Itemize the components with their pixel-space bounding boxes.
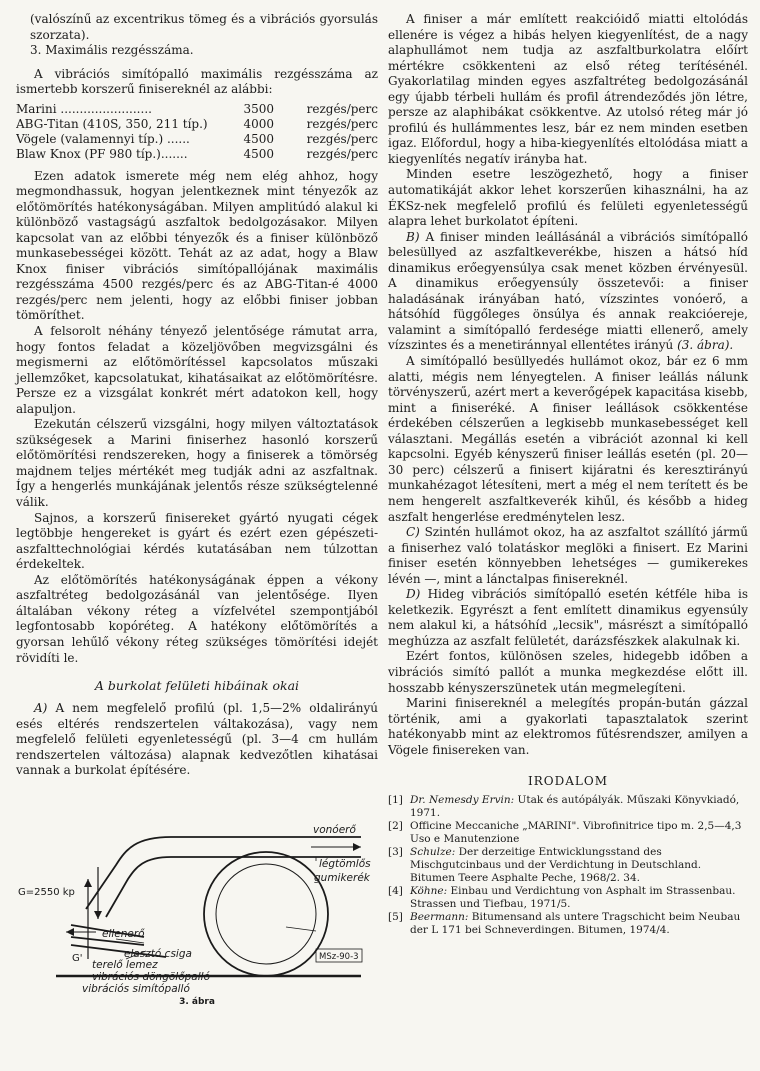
table-row: [16, 147, 378, 162]
table-row: [16, 132, 378, 147]
label-simito: vibrációs simítópalló: [82, 982, 190, 995]
list-item-3: 3. Maximális rezgésszáma.: [30, 43, 194, 58]
row-label: Marini ........................: [16, 101, 152, 116]
paragraph-4: Sajnos, a korszerű finisereket gyártó nyugati cégek legtöbbje hengereket is gyárt és ezért ezen gépészeti-aszfalttechnológiai kérdés kutatásában nem túlzottan érdekeltek.: [16, 510, 378, 572]
row-unit: rezgés/perc: [306, 147, 378, 162]
paragraph-r2: Minden esetre leszögezhető, hogy a finiser automatikáját akkor lehet korszerűen kihasználni, ha az ÉKSz-nek megfelelő profilú és felületi egyenletességű alapra lehet burkolatot építeni.: [388, 167, 748, 229]
paragraph-r3: A simítópalló besüllyedés hullámot okoz, bár ez 6 mm alatti, mégis nem lényegtelen. A finiser leállás nálunk törvényszerű, azért mert a keverőgépek kapacitása kisebb, mint a finiseréké. A finiser leállások csökkentése érdekében célszerűen a legkisebb munkasebességet kell választani. Megállás esetén a vibrációt azonnal ki kell kapcsolni. Egyéb kényszerű finiser leállás esetén (pl. 20—30 perc) célszerű a finisert kijáratni és keresztirányú munkahézagot létesíteni, mert a még el nem terített és be nem hengerelt aszfaltkeverék kihűl, és később a hideg aszfalt hengerlése eredménytelen lesz.: [388, 354, 748, 524]
paragraph-2: A felsorolt néhány tényező jelentősége rámutat arra, hogy fontos feladat a közeljövőben megvizsgálni és megismerni az előtömörítéssel kapcsolatos műszaki jellemzőket, kapcsolatukat, kihatásaikat az előtömörítésre. Persze ez a vizsgálat konkrét mért adatokon kell, hogy alapuljon.: [16, 324, 378, 416]
row-unit: rezgés/perc: [306, 132, 378, 147]
figure-reference: (3. ábra).: [677, 338, 734, 353]
section-title: A burkolat felületi hibáinak okai: [94, 678, 300, 694]
row-value: 4500: [243, 147, 274, 162]
wheel-outline: [204, 852, 328, 976]
paragraph-c: [388, 525, 748, 587]
reference-item: [5] Beermann: Bitumensand als untere Tragschicht beim Neubau der L 171 bei Schneverdingen. Bitumen, 1974/4.: [388, 911, 741, 937]
paragraph-1: Ezen adatok ismerete még nem elég ahhoz, hogy megmondhassuk, hogyan jelentkeznek mint tényezők az előtömörítés hatékonyságában. Milyen amplitúdó alakul ki különböző vastagságú aszfaltok bedolgozásakor. Milyen kapcsolat van az előbbi tényezők és a finiser különböző munkasebességei között. Tehát az az adat, hogy a Blaw Knox finiser vibrációs simítópallójának maximális rezgésszáma 4500 rezgés/perc és az ABG-Titan-é 4000 rezgés/perc nem jelenti, hogy az előbbi finiser jobban tömöríthet.: [16, 168, 378, 323]
label-gprime: G': [72, 952, 83, 964]
row-value: 4500: [243, 132, 274, 147]
label-a: A): [34, 701, 48, 716]
row-label: ABG-Titan (410S, 350, 211 típ.): [16, 116, 208, 131]
label-msz: MSz-90-3: [319, 951, 359, 962]
paragraph-max-frequency: A vibrációs simítópalló maximális rezgésszáma az ismertebb korszerű finisereknél az alábbi:: [16, 66, 378, 97]
left-column: [16, 12, 378, 1007]
arrow-head: [94, 911, 102, 919]
arrow-head: [353, 843, 361, 851]
right-column: [388, 12, 748, 937]
reference-item: [3] Schulze: Der derzeitige Entwicklungsstand des Mischgutcinbaus und der Verdichtung in Deutschland. Bitumen Teere Asphalte Peche, 1968/2. 34.: [388, 846, 702, 885]
label-c: C): [406, 525, 420, 540]
paragraph-d-text: Hideg vibrációs simítópalló esetén kétféle hiba is keletkezik. Egyrészt a fent említett dinamikus egyensúly nem alakul ki, a hátsóhíd „lecsik", másrészt a simítópalló meghúzza az aszfalt felületét, darázsfészkek alakulnak ki.: [388, 587, 748, 648]
table-row: [16, 117, 378, 132]
label-d: D): [406, 587, 421, 602]
figure-caption: 3. ábra: [179, 996, 215, 1007]
table-row: [16, 102, 378, 117]
paragraph-a-text: A nem megfelelő profilú (pl. 1,5—2% oldalirányú esés eltérés rendszertelen váltakozása), vagy nem megfelelő felületi egyenletességű (pl. 3—4 cm hullám rendszertelen változása) alapnak kedvezőtlen kihatásai vannak a burkolat építésére.: [16, 701, 378, 778]
row-label: Vögele (valamennyi típ.) ......: [16, 132, 190, 147]
paragraph-r5: Marini finisereknél a melegítés propán-bután gázzal történik, ami a gyakorlati tapasztalatok szerint hatékonyabb mint az elektromos fűtésrendszer, amilyen a Vögele finisereken van.: [388, 696, 748, 757]
paragraph-b: [388, 230, 748, 354]
reference-item: [2] Officine Meccaniche „MARINI". Vibrofinitrice tipo m. 2,5—4,3 Uso e Manutenzione: [388, 820, 742, 846]
leader-line: [286, 927, 316, 931]
paragraph-a: [16, 701, 378, 779]
row-value: 4000: [243, 116, 274, 131]
paragraph-d: [388, 587, 748, 649]
row-unit: rezgés/perc: [306, 101, 378, 116]
row-label: Blaw Knox (PF 980 típ.).......: [16, 147, 188, 162]
references-title: IRODALOM: [528, 774, 608, 789]
reference-item: [4] Köhne: Einbau und Verdichtung von Asphalt im Strassenbau. Strassen und Tiefbau, 1971/5.: [388, 885, 736, 911]
frame-curve: [86, 837, 171, 909]
label-gumikerek: gumikerék: [314, 871, 370, 884]
row-unit: rezgés/perc: [306, 116, 378, 131]
label-elaszto: elasztó csiga: [124, 947, 192, 960]
row-value: 3500: [243, 101, 274, 116]
arrow-head: [84, 879, 92, 887]
paragraph-3: Ezekután célszerű vizsgálni, hogy milyen változtatások szükségesek a Marini finiserhez hasonló korszerű előtömörítési rendszereken, hogy a finiserek a tömörség majdnem teljes mértékét meg tudják adni az aszfaltnak. Így a hengerlés munkájának jelentős része szükségtelenné válik.: [16, 417, 378, 510]
finisher-diagram: [16, 809, 378, 997]
label-terelo: terelő lemez: [92, 958, 158, 971]
label-b: B): [406, 229, 420, 244]
paragraph-5: Az előtömörítés hatékonyságának éppen a vékony aszfaltréteg bedolgozásánál van jelentősége. Ilyen általában vékony réteg a vízfelvétel szempontjából legfontosabb kopóréteg. A hatékony előtömörítés a gyorsan lehűlő vékony réteg szükséges tömörítési idejét rövidíti le.: [16, 572, 378, 665]
paragraph-r1: A finiser a már említett reakcióidő miatti eltolódás ellenére is végez a hibás helyen kiegyenlítést, de a nagy alaphullámot nem tudja az aszfaltburkolatra előírt mértékre csökkenteni az első réteg terítésénél. Gyakorlatilag minden egyes aszfaltréteg bedolgozásánál egy újabb térbeli hullám és profil átrendeződés jön létre, persze az alaphibákat csökkentve. Az utolsó réteg már jó profilú és hullámmentes lesz, bár ez nem minden esetben igaz. Előfordul, hogy a hiba-kiegyenlítés eltolódása miatt a kiegyenlítés negatív irányba hat.: [388, 12, 748, 166]
paragraph-c-text: Szintén hullámot okoz, ha az aszfaltot szállító jármű a finiserhez való tolatáskor meglöki a finisert. Ez Marini finiser esetén könnyebben lehetséges — gumikerekes lévén —, mint a lánctalpas finisereknél.: [388, 525, 748, 586]
paragraph-r4: Ezért fontos, különösen szeles, hidegebb időben a vibrációs simító pallót a munka megkezdése előtt ill. hosszabb kényszerszünetek után megmelegíteni.: [388, 649, 748, 695]
label-legtomlos: légtömlős: [319, 857, 371, 870]
wheel-inner: [216, 864, 316, 964]
label-vonoero: vonóerő: [313, 823, 356, 836]
intro-text: (valószínű az excentrikus tömeg és a vibrációs gyorsulás szorzata).: [30, 12, 378, 42]
paragraph-b-text: A finiser minden leállásánál a vibrációs simítópalló belesüllyed az aszfaltkeverékbe, hiszen a hátsó híd dinamikus erőegyensúlya csak menet közben érvényesül. A dinamikus erőegyensúly összetevői: a finiser haladásának irányában ható, vízszintes vonóerő, a hátsóhíd függőleges önsúlya és annak reakcióereje, valamint a simítópalló ferdesége miatti ellenerő, amely vízszintes és a menetiránnyal ellentétes irányú: [388, 229, 748, 353]
figure-3: [16, 809, 378, 1007]
reference-item: [1] Dr. Nemesdy Ervin: Utak és autópályák. Műszaki Könyvkiadó, 1971.: [388, 794, 740, 820]
references-list: [388, 794, 748, 937]
frequency-table: [16, 102, 378, 163]
label-g: G=2550 kp: [18, 886, 75, 898]
label-ellenero: ellenerő: [102, 927, 145, 940]
label-dongalo: vibrációs döngölőpalló: [92, 970, 211, 983]
